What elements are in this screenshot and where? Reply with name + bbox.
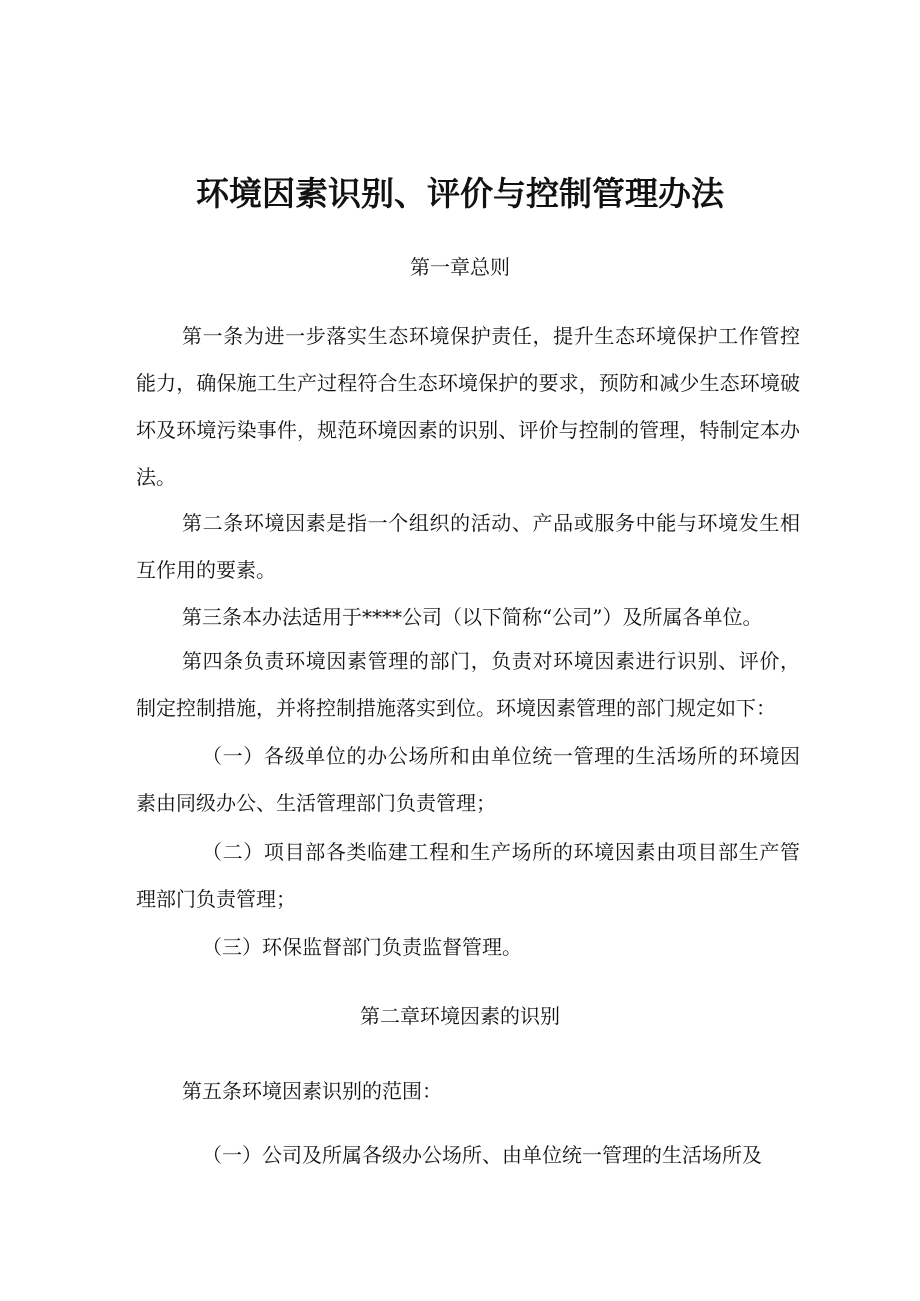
- chapter-heading-2: 第二章环境因素的识别: [360, 1004, 560, 1028]
- chapter-heading-1: 第一章总则: [410, 255, 510, 279]
- article-5-paragraph: 第五条环境因素识别的范围：: [182, 1079, 442, 1103]
- article-5-item-1: （一）公司及所属各级办公场所、由单位统一管理的生活场所及: [202, 1143, 762, 1167]
- article-4-item-2: （二）项目部各类临建工程和生产场所的环境因素由项目部生产管理部门负责管理；: [136, 840, 800, 911]
- article-1-paragraph: 第一条为进一步落实生态环境保护责任，提升生态环境保护工作管控能力，确保施工生产过程符合生态环境保护的要求，预防和减少生态环境破坏及环境污染事件，规范环境因素的识别、评价与控制的管理，特制定本办法。: [136, 324, 800, 489]
- article-4-paragraph: 第四条负责环境因素管理的部门，负责对环境因素进行识别、评价，制定控制措施，并将控制措施落实到位。环境因素管理的部门规定如下：: [136, 649, 800, 720]
- article-4-item-1: （一）各级单位的办公场所和由单位统一管理的生活场所的环境因素由同级办公、生活管理部门负责管理；: [136, 744, 800, 815]
- document-title: 环境因素识别、评价与控制管理办法: [196, 174, 724, 213]
- article-2-paragraph: 第二条环境因素是指一个组织的活动、产品或服务中能与环境发生相互作用的要素。: [136, 511, 800, 582]
- article-4-item-3: （三）环保监督部门负责监督管理。: [202, 935, 522, 959]
- article-3-paragraph: 第三条本办法适用于****公司（以下简称“公司”）及所属各单位。: [182, 605, 763, 629]
